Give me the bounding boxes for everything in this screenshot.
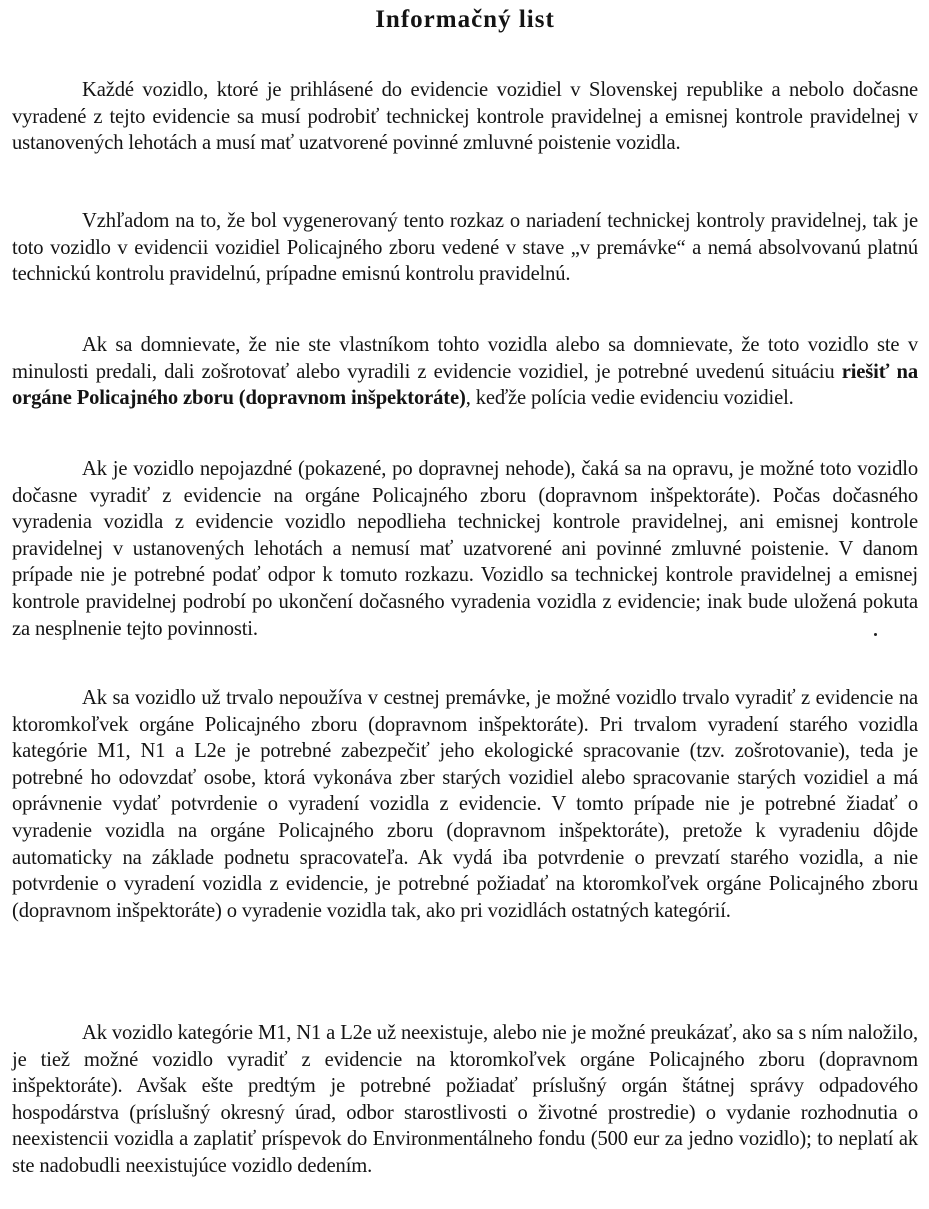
document-title: Informačný list <box>375 6 555 33</box>
paragraph-order-reason: Vzhľadom na to, že bol vygenerovaný tento rozkaz o nariadení technickej kontroly pravidelnej, tak je toto vozidlo v evidencii vozidiel Policajného zboru vedené v stave „v premávke“ a nemá absolvovanú platnú technickú kontrolu pravidelnú, prípadne emisnú kontrolu pravidelnú. <box>12 210 918 286</box>
paragraph-nonexistent-vehicle: Ak vozidlo kategórie M1, N1 a L2e už neexistuje, alebo nie je možné preukázať, ako sa s ním naložilo, je tiež možné vozidlo vyradiť z evidencie na ktoromkoľvek orgáne Policajného zboru (dopravnom inšpektoráte). Avšak ešte predtým je potrebné požiadať príslušný orgán štátnej správy odpadového hospodárstva (príslušný okresný úrad, odbor starostlivosti o životné prostredie) o vydanie rozhodnutia o neexistencii vozidla a zaplatiť príspevok do Environmentálneho fondu (500 eur za jedno vozidlo); to neplatí ak ste nadobudli neexistujúce vozidlo dedením. <box>12 1022 918 1177</box>
paragraph-not-owner-text-after: , keďže polícia vedie evidenciu vozidiel. <box>465 387 794 410</box>
paragraph-not-owner-text-before: Ak sa domnievate, že nie ste vlastníkom tohto vozidla alebo sa domnievate, že toto vozidlo ste v minulosti predali, dali zošrotovať alebo vyradili z evidencie vozidiel, je potrebné uvedenú situáciu <box>12 334 918 383</box>
paragraph-vehicle-inspection-obligation: Každé vozidlo, ktoré je prihlásené do evidencie vozidiel v Slovenskej republike a nebolo dočasne vyradené z tejto evidencie sa musí podrobiť technickej kontrole pravidelnej a emisnej kontrole pravidelnej v ustanovených lehotách a musí mať uzatvorené povinné zmluvné poistenie vozidla. <box>12 79 918 155</box>
paragraph-not-owner-bold-instruction: riešiť na orgáne Policajného zboru (dopravnom inšpektoráte) <box>12 360 918 410</box>
paragraph-not-owner <box>12 332 918 412</box>
paragraph-temporary-deregistration: Ak je vozidlo nepojazdné (pokazené, po dopravnej nehode), čaká sa na opravu, je možné toto vozidlo dočasne vyradiť z evidencie na orgáne Policajného zboru (dopravnom inšpektoráte). Počas dočasného vyradenia vozidla z evidencie vozidlo nepodlieha technickej kontrole pravidelnej, ani emisnej kontrole pravidelnej v ustanovených lehotách a nemusí mať uzatvorené ani povinné zmluvné poistenie. V danom prípade nie je potrebné podať odpor k tomuto rozkazu. Vozidlo sa technickej kontrole pravidelnej a emisnej kontrole pravidelnej podrobí po ukončení dočasného vyradenia vozidla z evidencie; inak bude uložená pokuta za nesplnenie tejto povinnosti. <box>12 458 918 640</box>
scan-speck <box>874 633 877 636</box>
paragraph-permanent-deregistration: Ak sa vozidlo už trvalo nepoužíva v cestnej premávke, je možné vozidlo trvalo vyradiť z evidencie na ktoromkoľvek orgáne Policajného zboru (dopravnom inšpektoráte). Pri trvalom vyradení starého vozidla kategórie M1, N1 a L2e je potrebné zabezpečiť jeho ekologické spracovanie (tzv. zošrotovanie), teda je potrebné ho odovzdať osobe, ktorá vykonáva zber starých vozidiel alebo spracovanie starých vozidiel a má oprávnenie vydať potvrdenie o vyradení vozidla z evidencie. V tomto prípade nie je potrebné žiadať o vyradenie vozidla na orgáne Policajného zboru (dopravnom inšpektoráte), pretože k vyradeniu dôjde automaticky na základe podnetu spracovateľa. Ak vydá iba potvrdenie o prevzatí starého vozidla, a nie potvrdenie o vyradení vozidla z evidencie, je potrebné požiadať na ktoromkoľvek orgáne Policajného zboru (dopravnom inšpektoráte) o vyradenie vozidla tak, ako pri vozidlách ostatných kategórií. <box>12 687 918 922</box>
